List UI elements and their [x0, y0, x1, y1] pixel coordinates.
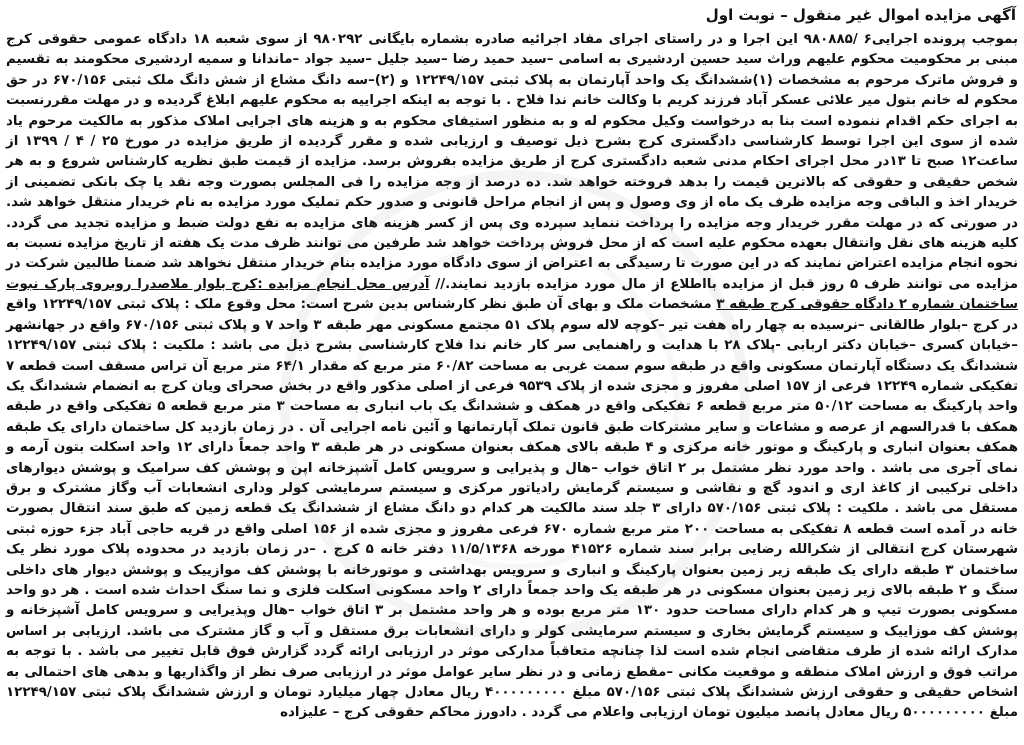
notice-intro: بموجب پرونده اجرایی۶ /۹۸۰۸۸۵ این اجرا و در راستای اجرای مفاد اجرائیه صادره بشماره بایگانی ۹۸۰۲۹۲ از سوی شعبه ۱۸ دادگاه عمومی حقوقی کرج مبنی بر محکومیت محکوم علیهم وراث سید حسین اردشیری به اسامی –سید حمید رضا –سید جلیل –سید جواد –ماندانا و سمیه اردشیری محکومند به تقسیم و فروش ماترک مرحوم به مشخصات (۱)ششدانگ یک واحد آپارتمان به پلاک ثبتی ۱۲۲۴۹/۱۵۷ و (۲)–سه دانگ مشاع از شش دانگ ملک ثبتی ۶۷۰/۱۵۶ در حق محکوم له خانم بتول میر علائی عسکر آباد فرزند کریم با وکالت خانم ندا فلاح . با توجه به اینکه اجراییه به محکوم علیهم ابلاغ گردیده و در مهلت مقررنسبت به اجرای حکم اقدام ننموده است بنا به درخواست وکیل محکوم له و به منظور استیفای محکوم به و هزینه های اجرایی املاک مذکور به مالکیت مرحوم یاد شده از سوی این اجرا توسط کارشناسی دادگستری کرج بشرح ذیل توصیف و ارزیابی شده و مقرر گردیده از طریق مزایده در مورخ ۲۵ / ۴ / ۱۳۹۹ از ساعت۱۲ صبح تا ۱۳در محل اجرای احکام مدنی شعبه دادگستری کرج از طریق مزایده بفروش برسد. مزایده از قیمت طبق نظریه کارشناس شروع و به هر شخص حقیقی و حقوقی که بالاترین قیمت را بدهد فروخته خواهد شد. ده درصد از وجه مزایده را فی المجلس بصورت وجه نقد یا چک بانکی تضمینی از خریدار اخذ و الباقی وجه مزایده ظرف یک ماه از وی وصول و پس از انجام مراحل قانونی و صدور حکم تملیک مورد مزایده به نام خریدار منتقل خواهد شد. در صورتی که در مهلت مقرر خریدار وجه مزایده را پرداخت ننماید سپرده وی پس از کسر هزینه های مزایده به نفع دولت ضبط و مزایده تجدید می گردد. کلیه هزینه های نقل وانتقال بعهده محکوم علیه است که از محل فروش پرداخت خواهد شد طرفین می توانند ظرف مدت یک هفته از تاریخ مزایده نسبت به نحوه انجام مزایده اعتراض نمایند که در این صورت تا رسیدگی به اعتراض از سوی دادگاه مورد مزایده بنام خریدار منتقل نخواهد شد ضمنا طالبین شرکت در مزایده می توانند ظرف ۵ روز قبل از مزایده بااطلاع از مال مورد مزایده بازدید نمایند.// [6, 32, 1019, 292]
notice-details: مشخصات ملک و بهای آن طبق نظر کارشناس بدین شرح است: محل وقوع ملک : پلاک ثبتی ۱۲۲۴۹/۱۵۷ واقع در کرج –بلوار طالقانی –نرسیده به چهار راه هفت تیر –کوچه لاله سوم پلاک ۵۱ مجتمع مسکونی مهر طبقه ۳ واحد ۷ و پلاک ثبتی ۶۷۰/۱۵۶ واقع در جهانشهر –خیابان کسری –خیابان دکتر اربابی -پلاک ۲۸ با هدایت و راهنمایی سر کار خانم ندا فلاح کارشناسی بشرح ذیل می باشد : ملکیت : پلاک ثبتی ۱۲۲۴۹/۱۵۷ ششدانگ یک دستگاه آپارتمان مسکونی واقع در طبقه سوم سمت غربی به مساحت ۶۰/۸۲ متر مربع که مقدار ۶۴/۱ متر مربع آن تراس مسقف است قطعه ۷ تفکیکی شماره ۱۲۲۴۹ فرعی از ۱۵۷ اصلی مفروز و مجزی شده از پلاک ۹۵۳۹ فرعی از اصلی مذکور واقع در بخش صحرای ویان کرج به انضمام ششدانگ یک واحد پارکینگ به مساحت ۵۰/۱۲ متر مربع قطعه ۶ تفکیکی واقع در همکف و ششدانگ یک باب انباری به مساحت ۳ متر مربع قطعه ۵ تفکیکی واقع در طبقه همکف با قدرالسهم از عرصه و مشاعات و سایر مشترکات طبق قانون تملک آپارتمانها و آئین نامه اجرایی آن . در زمان بازدید کل ساختمان دارای یک طبقه همکف بعنوان انباری و پارکینگ و موتور خانه مرکزی و ۴ طبقه بالای همکف بعنوان مسکونی در هر طبقه ۳ واحد جمعاً دارای ۱۲ واحد اسکلت بتون آرمه و نمای آجری می باشد . واحد مورد نظر مشتمل بر ۲ اتاق خواب –هال و پذیرایی و سرویس کامل آشپزخانه اپن و پوشش کف سرامیک و پوشش دیوارهای داخلی ترکیبی از کاغذ اری و اندود گچ و نقاشی و سیستم گرمایش رادیاتور مرکزی و سیستم سرمایشی کولر وداری انشعابات آب وگاز مشترک و برق مستقل می باشد . ملکیت : پلاک ثبتی ۵۷۰/۱۵۶ دارای ۳ جلد سند مالکیت هر کدام دو دانگ مشاع از ششدانگ یک قطعه زمین که طبق سند انتقال بصورت خانه در آمده است قطعه ۸ تفکیکی به مساحت ۲۰۰ متر مربع شماره ۶۷۰ فرعی مفروز و مجزی شده از ۱۵۶ اصلی واقع در قریه حاجی آباد جزء حوزه ثبتی شهرستان کرج انتقالی از شکرالله رضایی برابر سند شماره ۴۱۵۲۶ مورخه ۱۱/۵/۱۳۶۸ دفتر خانه ۵ کرج . –در زمان بازدید در محدوده پلاک مورد نظر یک ساختمان ۳ طبقه دارای یک طبقه زیر زمین بعنوان پارکینگ و انباری و سرویس بهداشتی و موتورخانه با پوشش کف موازییک و پوشش دیوار های داخلی سنگ و ۲ طبقه بالای زیر زمین بعنوان مسکونی در هر طبقه یک واحد جمعاً دارای ۲ واحد مسکونی اسکلت فلزی و نما سنگ احداث شده است . هر دو واحد مسکونی بصورت تیپ و هر کدام دارای مساحت حدود ۱۳۰ متر مربع بوده و هر واحد مشتمل بر ۳ اتاق خواب –هال وپذیرایی و سرویس کامل آشپزخانه و پوشش کف موزاییک و سیستم گرمایش بخاری و سیستم سرمایشی کولر و دارای انشعابات برق مستقل و آب و گاز مشترک می باشد. ارزیابی بر اساس مدارک ارائه شده از طرف متقاضی انجام شده است لذا چنانچه متعاقباً مدارکی موثر در ارزیابی ارائه گردد گزارش فوق قابل تغییر می باشد . با توجه به مراتب فوق و ارزش املاک منطقه و موقعیت مکانی –مقطع زمانی و در نظر سایر عوامل موثر در ارزیابی صرف نظر از واگذاریها و بدهی های احتمالی به اشخاص حقیقی و حقوقی ارزش ششدانگ پلاک ثبتی ۵۷۰/۱۵۶ مبلغ ۴۰۰۰۰۰۰۰۰۰ ریال معادل چهار میلیارد تومان و ارزش ششدانگ پلاک ثبتی ۱۲۲۴۹/۱۵۷ مبلغ ۵۰۰۰۰۰۰۰۰۰ ریال معادل پانصد میلیون تومان ارزیابی واعلام می گردد . دادورز محاکم حقوقی کرج – علیزاده [6, 297, 1019, 721]
notice-body [6, 30, 1018, 724]
auction-address: آدرس محل انجام مزایده :کرج بلوار ملاصدرا روبروی پارک نبوت ساختمان شماره ۲ دادگاه حقوقی کرج طبقه ۳ [6, 276, 1019, 313]
notice-title: آگهی مزایده اموال غیر منقول – نوبت اول [705, 6, 1016, 24]
